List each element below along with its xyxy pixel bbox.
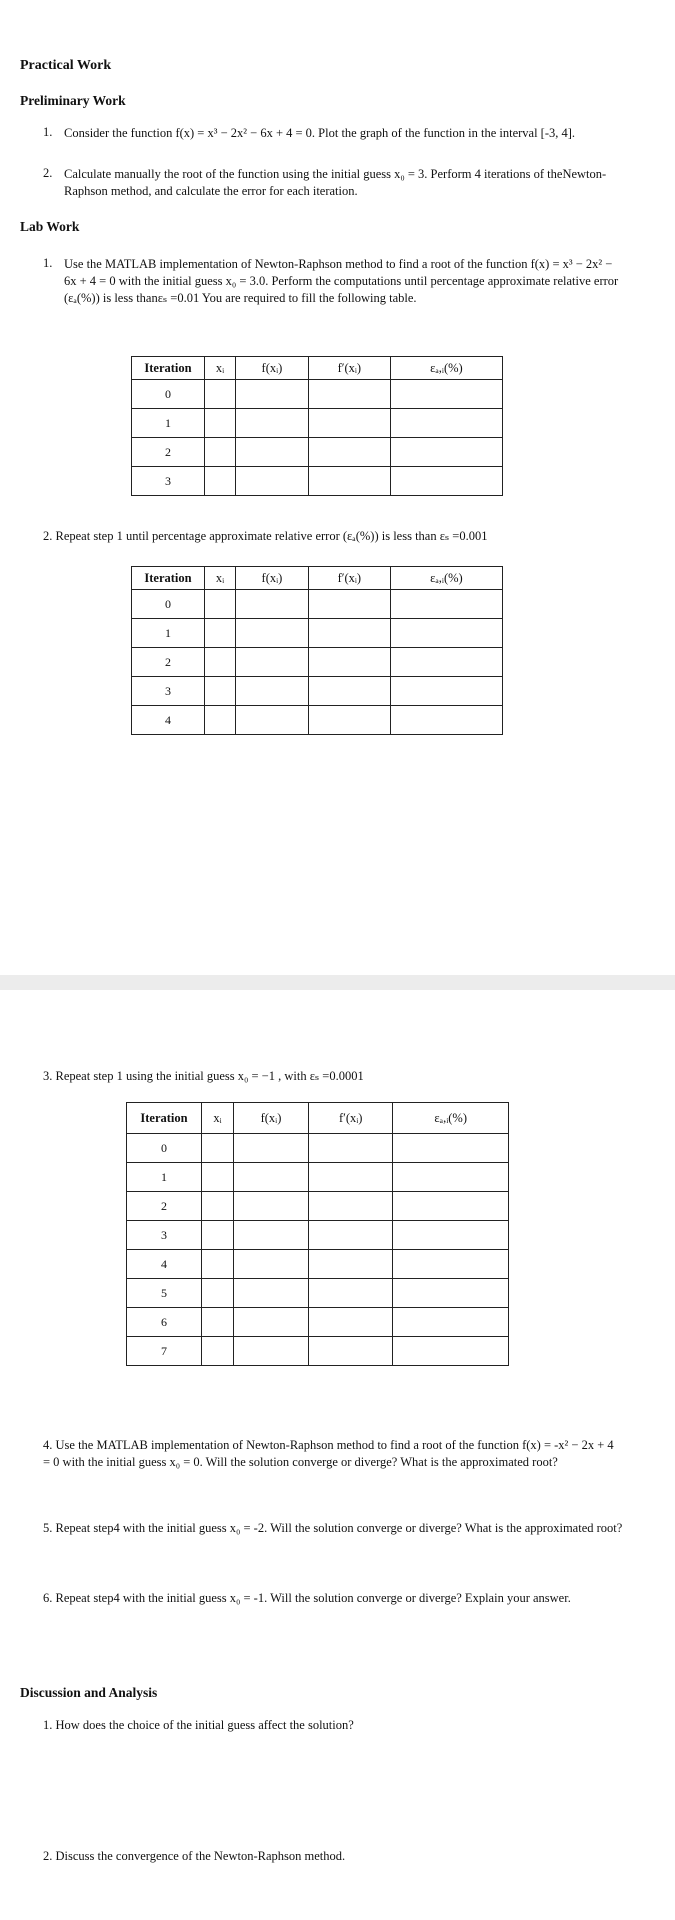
header-iteration: Iteration (132, 567, 205, 590)
iteration-cell: 0 (132, 380, 205, 409)
header-xi: xᵢ (205, 357, 236, 380)
header-error: εₐ,ᵢ(%) (390, 567, 502, 590)
iteration-cell: 3 (127, 1221, 202, 1250)
table-row (132, 677, 503, 706)
iteration-cell: 1 (132, 619, 205, 648)
lab-step-6: 6. Repeat step4 with the initial guess x₀ = -1. Will the solution converge or diverge? Explain your answer. (43, 1591, 571, 1605)
discussion-question-2: 2. Discuss the convergence of the Newton-Raphson method. (43, 1849, 346, 1863)
document-page-2 (0, 990, 675, 1920)
iteration-cell: 4 (127, 1250, 202, 1279)
header-dfxi: f′(xᵢ) (309, 1103, 393, 1134)
preliminary-item-2: Calculate manually the root of the function using the initial guess x₀ = 3. Perform 4 iterations of theNewton-Raphson method, and calculate the error for each iteration. (64, 167, 607, 198)
table-row (127, 1250, 509, 1279)
iteration-cell: 4 (132, 706, 205, 735)
iteration-cell: 7 (127, 1337, 202, 1366)
table-row (132, 590, 503, 619)
lab-step-1: Use the MATLAB implementation of Newton-Raphson method to find a root of the function f(x) = x³ − 2x² − 6x + 4 = 0 with the initial guess x₀ = 3.0. Perform the computations until percentage approximate relative error (εₐ(%)) is less thanεₛ =0.01 You are required to fill the following table. (64, 257, 619, 305)
discussion-question-1: 1. How does the choice of the initial guess affect the solution? (43, 1718, 354, 1732)
header-xi: xᵢ (205, 567, 236, 590)
iteration-cell: 2 (132, 648, 205, 677)
iteration-cell: 0 (132, 590, 205, 619)
list-number: 1. (43, 256, 53, 270)
iteration-cell: 0 (127, 1134, 202, 1163)
preliminary-heading: Preliminary Work (20, 93, 126, 108)
iteration-cell: 3 (132, 467, 205, 496)
lab-heading: Lab Work (20, 219, 80, 234)
table-row (127, 1134, 509, 1163)
iteration-cell: 1 (127, 1163, 202, 1192)
header-error: εₐ,ᵢ(%) (390, 357, 502, 380)
table-row (132, 380, 503, 409)
iteration-cell: 2 (127, 1192, 202, 1221)
table-row (132, 409, 503, 438)
list-number: 1. (43, 125, 53, 139)
page-separator (0, 975, 675, 990)
preliminary-item-1: Consider the function f(x) = x³ − 2x² − 6x + 4 = 0. Plot the graph of the function in the interval [-3, 4]. (64, 126, 576, 140)
lab-step-4: 4. Use the MATLAB implementation of Newton-Raphson method to find a root of the function f(x) = -x² − 2x + 4 = 0 with the initial guess x₀ = 0. Will the solution converge or diverge? What is the approximated root? (43, 1438, 614, 1469)
list-number: 2. (43, 166, 53, 180)
header-dfxi: f′(xᵢ) (308, 357, 390, 380)
discussion-heading: Discussion and Analysis (20, 1685, 158, 1700)
header-fxi: f(xᵢ) (236, 357, 309, 380)
results-table-1 (131, 356, 503, 496)
results-table-2 (131, 566, 503, 735)
header-error: εₐ,ᵢ(%) (393, 1103, 509, 1134)
table-row (132, 438, 503, 467)
iteration-cell: 5 (127, 1279, 202, 1308)
iteration-cell: 3 (132, 677, 205, 706)
iteration-cell: 2 (132, 438, 205, 467)
lab-step-3: 3. Repeat step 1 using the initial guess x₀ = −1 , with εₛ =0.0001 (43, 1069, 364, 1083)
iteration-cell: 6 (127, 1308, 202, 1337)
table-row (127, 1192, 509, 1221)
table-row (127, 1221, 509, 1250)
header-iteration: Iteration (132, 357, 205, 380)
table-row (132, 706, 503, 735)
lab-step-2: 2. Repeat step 1 until percentage approximate relative error (εₐ(%)) is less than εₛ =0.001 (43, 529, 488, 543)
iteration-cell: 1 (132, 409, 205, 438)
table-row (132, 467, 503, 496)
results-table-3 (126, 1102, 509, 1366)
header-xi: xᵢ (202, 1103, 234, 1134)
header-fxi: f(xᵢ) (233, 1103, 308, 1134)
lab-step-5: 5. Repeat step4 with the initial guess x₀ = -2. Will the solution converge or diverge? What is the approximated root? (43, 1521, 623, 1535)
table-row (132, 648, 503, 677)
table-row (127, 1337, 509, 1366)
table-row (127, 1163, 509, 1192)
header-iteration: Iteration (127, 1103, 202, 1134)
table-row (127, 1308, 509, 1337)
table-row (127, 1279, 509, 1308)
header-dfxi: f′(xᵢ) (308, 567, 390, 590)
page-title: Practical Work (20, 58, 112, 73)
header-fxi: f(xᵢ) (236, 567, 309, 590)
table-row (132, 619, 503, 648)
